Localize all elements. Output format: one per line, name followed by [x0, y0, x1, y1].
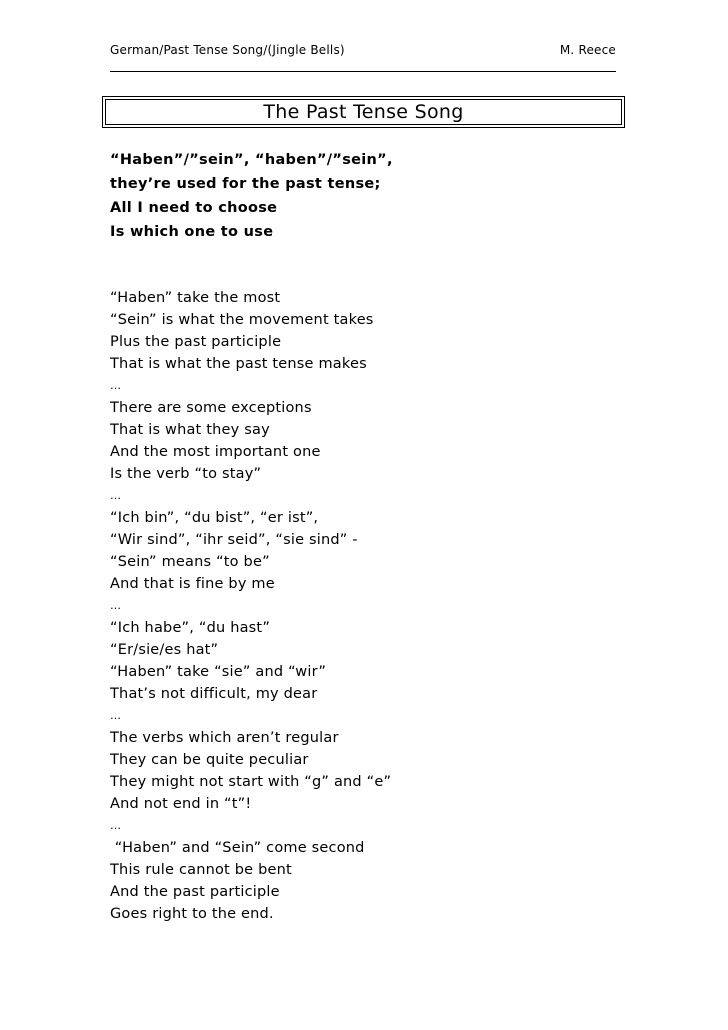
song-line: “Sein” means “to be” — [110, 554, 270, 570]
song-line: Is the verb “to stay” — [110, 466, 262, 482]
header-divider — [110, 71, 616, 72]
verse-separator: … — [110, 599, 122, 612]
verse-separator: … — [110, 489, 122, 502]
chorus-line: All I need to choose — [110, 200, 278, 216]
header-left-text: German/Past Tense Song/(Jingle Bells) — [110, 43, 345, 57]
header-author: M. Reece — [559, 43, 616, 57]
song-line: “Haben” take “sie” and “wir” — [110, 664, 327, 680]
chorus-line: they’re used for the past tense; — [110, 176, 381, 192]
song-line: Goes right to the end. — [110, 906, 274, 922]
chorus-verse — [110, 148, 393, 244]
song-line: They can be quite peculiar — [110, 752, 309, 768]
song-line: “Sein” is what the movement takes — [110, 312, 374, 328]
song-line: And the past participle — [110, 884, 280, 900]
song-line: That is what they say — [110, 422, 270, 438]
song-line: “Haben” take the most — [110, 290, 281, 306]
song-line: This rule cannot be bent — [110, 862, 292, 878]
verse-separator: … — [110, 819, 122, 832]
song-line: “Ich habe”, “du hast” — [110, 620, 271, 636]
song-line: “Ich bin”, “du bist”, “er ist”, — [110, 510, 319, 526]
song-line: And not end in “t”! — [110, 796, 252, 812]
verse-separator: … — [110, 709, 122, 722]
song-line: That’s not difficult, my dear — [110, 686, 318, 702]
song-line: That is what the past tense makes — [110, 356, 367, 372]
song-line: “Haben” and “Sein” come second — [110, 840, 365, 856]
song-line: And that is fine by me — [110, 576, 275, 592]
song-body — [110, 287, 391, 925]
song-line: They might not start with “g” and “e” — [110, 774, 392, 790]
song-line: The verbs which aren’t regular — [110, 730, 339, 746]
chorus-line: Is which one to use — [110, 224, 274, 240]
song-line: And the most important one — [110, 444, 321, 460]
chorus-line: “Haben”/”sein”, “haben”/”sein”, — [110, 152, 393, 168]
verse-separator: … — [110, 379, 122, 392]
page-title: The Past Tense Song — [263, 101, 464, 123]
title-box — [102, 96, 625, 128]
song-line: “Er/sie/es hat” — [110, 642, 219, 658]
song-line: “Wir sind”, “ihr seid”, “sie sind” - — [110, 532, 358, 548]
song-line: Plus the past participle — [110, 334, 282, 350]
song-line: There are some exceptions — [110, 400, 312, 416]
